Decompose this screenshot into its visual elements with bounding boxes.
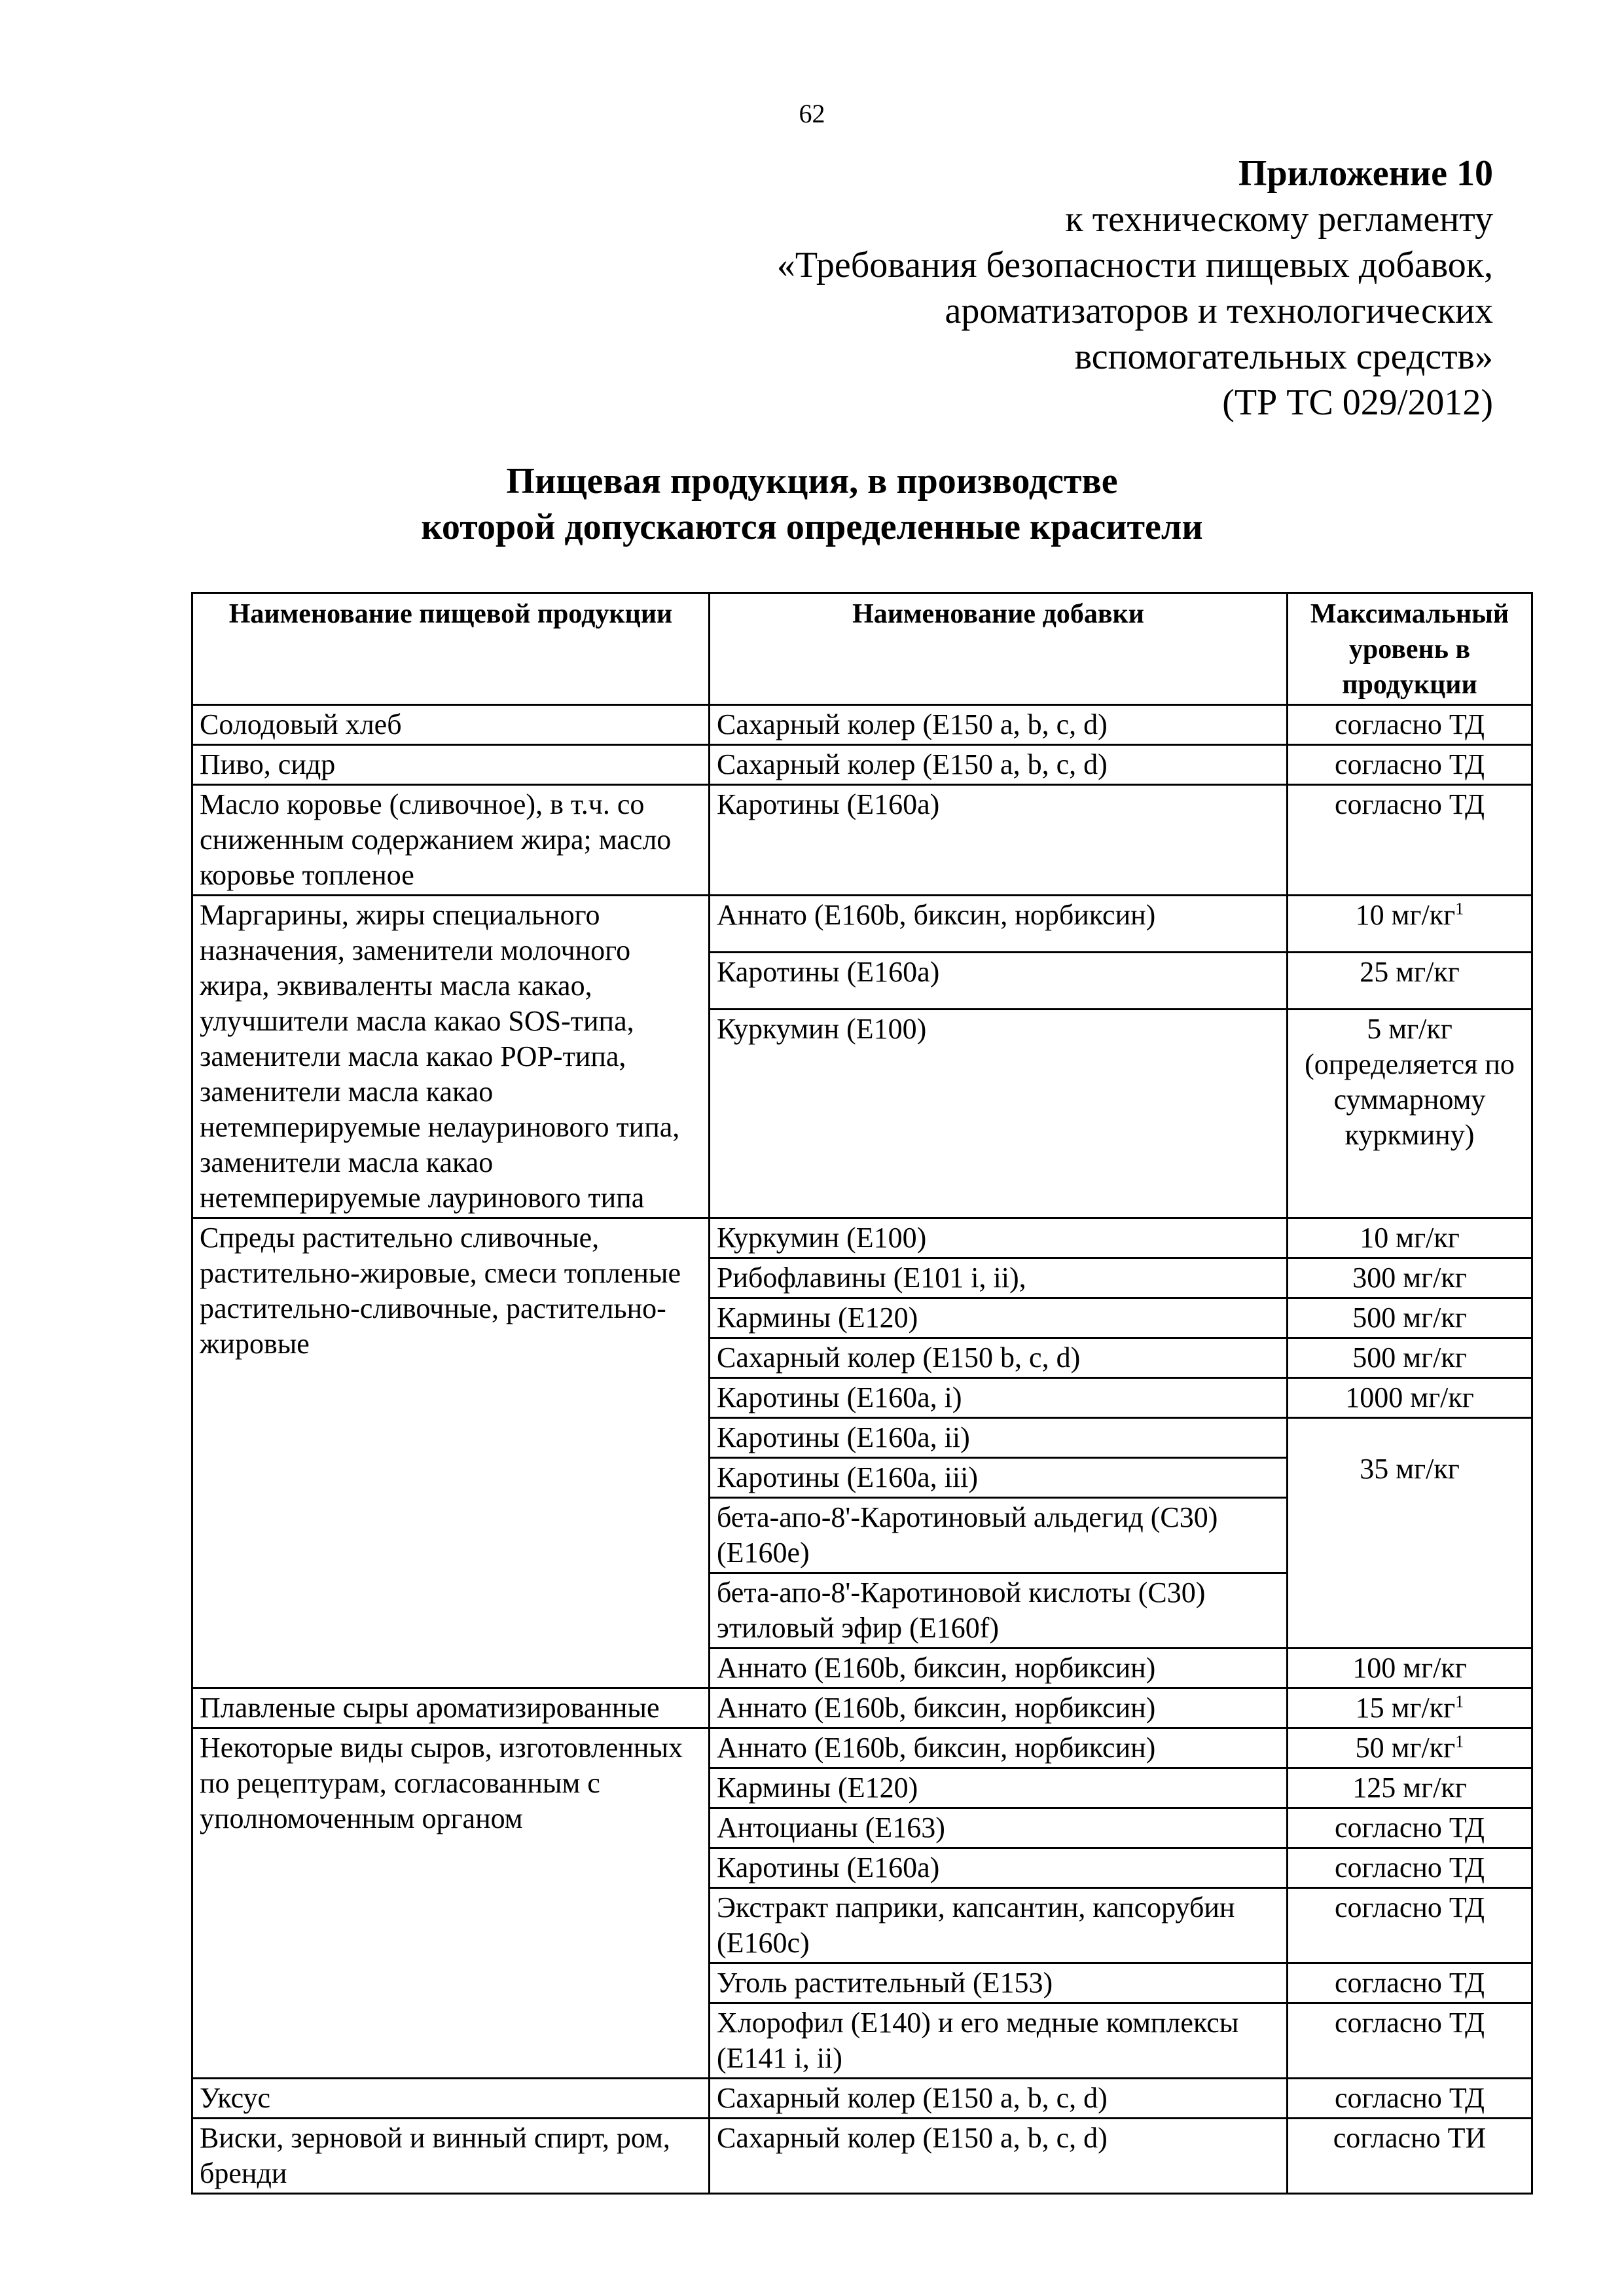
- max-level-cell: согласно ТД: [1288, 785, 1532, 896]
- additive-name-cell: Сахарный колер (Е150 a, b, c, d): [710, 2119, 1288, 2194]
- footnote-marker: 1: [1455, 898, 1464, 919]
- additive-name-cell: Кармины (Е120): [710, 1298, 1288, 1338]
- product-name-cell: Солодовый хлеб: [192, 705, 710, 745]
- additive-name-cell: Сахарный колер (Е150 a, b, c, d): [710, 745, 1288, 785]
- appendix-title: Приложение 10: [1238, 153, 1493, 194]
- table-row: [192, 1218, 1532, 1258]
- table-row: [192, 705, 1532, 745]
- dyes-table: [191, 592, 1533, 2195]
- product-name-cell: Спреды растительно сливочные, растительно-жировые, смеси топленые растительно-сливочные, растительно-жировые: [192, 1218, 710, 1688]
- table-row: [192, 1728, 1532, 1768]
- additive-name-cell: Куркумин (Е100): [710, 1218, 1288, 1258]
- max-level-cell: 125 мг/кг: [1288, 1768, 1532, 1808]
- table-row: [192, 1688, 1532, 1728]
- additive-name-cell: Каротины (Е160а, iii): [710, 1458, 1288, 1498]
- additive-name-cell: Каротины (Е160а, ii): [710, 1418, 1288, 1458]
- max-level-cell: согласно ТД: [1288, 2079, 1532, 2119]
- appendix-line: к техническому регламенту: [1065, 199, 1493, 240]
- max-level-cell: 25 мг/кг: [1288, 953, 1532, 1010]
- max-level-cell: 500 мг/кг: [1288, 1298, 1532, 1338]
- product-name-cell: Виски, зерновой и винный спирт, ром, бренди: [192, 2119, 710, 2194]
- max-level-cell: 50 $мг/кг^1$: [1288, 1728, 1532, 1768]
- table-header-row: [192, 593, 1532, 705]
- max-level-cell: 15 $мг/кг^1$: [1288, 1688, 1532, 1728]
- additive-name-cell: Кармины (Е120): [710, 1768, 1288, 1808]
- table-row: [192, 785, 1532, 896]
- product-name-cell: Плавленые сыры ароматизированные: [192, 1688, 710, 1728]
- additive-name-cell: Экстракт паприки, капсантин, капсорубин (Е160с): [710, 1888, 1288, 1963]
- table-row: [192, 2119, 1532, 2194]
- appendix-line: вспомогательных средств»: [1074, 337, 1493, 377]
- table-row: [192, 745, 1532, 785]
- table-body: [192, 705, 1532, 2194]
- additive-name-cell: Каротины (Е160а, i): [710, 1378, 1288, 1418]
- additive-name-cell: Сахарный колер (Е150 b, c, d): [710, 1338, 1288, 1378]
- max-level-cell: 10 мг/кг: [1288, 1218, 1532, 1258]
- table-row: [192, 896, 1532, 953]
- max-level-cell: 5 мг/кг (определяется по суммарному куркмину): [1288, 1010, 1532, 1218]
- appendix-line: (ТР ТС 029/2012): [1222, 382, 1493, 423]
- table-row: [192, 2079, 1532, 2119]
- max-level-cell: согласно ТД: [1288, 1848, 1532, 1888]
- additive-name-cell: Каротины (Е160а): [710, 953, 1288, 1010]
- product-name-cell: Пиво, сидр: [192, 745, 710, 785]
- document-title-line: которой допускаются определенные красители: [421, 507, 1203, 547]
- max-level-cell: 10 $мг/кг^1$: [1288, 896, 1532, 953]
- additive-name-cell: Аннато (Е160b, биксин, норбиксин): [710, 1728, 1288, 1768]
- document-title: [0, 458, 1624, 550]
- max-level-cell: согласно ТД: [1288, 705, 1532, 745]
- max-level-cell: 300 мг/кг: [1288, 1258, 1532, 1298]
- page-number: 62: [799, 99, 825, 128]
- header-product: Наименование пищевой продукции: [192, 593, 710, 705]
- additive-name-cell: Аннато (Е160b, биксин, норбиксин): [710, 896, 1288, 953]
- max-level-cell: согласно ТД: [1288, 1888, 1532, 1963]
- max-level-cell: согласно ТД: [1288, 745, 1532, 785]
- document-title-line: Пищевая продукция, в производстве: [506, 461, 1118, 501]
- additive-name-cell: Рибофлавины (Е101 i, ii),: [710, 1258, 1288, 1298]
- max-level-cell: согласно ТИ: [1288, 2119, 1532, 2194]
- max-level-cell: 100 мг/кг: [1288, 1649, 1532, 1688]
- appendix-line: ароматизаторов и технологических: [945, 291, 1493, 331]
- additive-name-cell: Аннато (Е160b, биксин, норбиксин): [710, 1688, 1288, 1728]
- additive-name-cell: бета-апо-8'-Каротиновый альдегид (С30) (Е160е): [710, 1498, 1288, 1573]
- appendix-line: «Требования безопасности пищевых добавок,: [776, 245, 1493, 285]
- additive-name-cell: Аннато (Е160b, биксин, норбиксин): [710, 1649, 1288, 1688]
- additive-name-cell: Каротины (Е160а): [710, 785, 1288, 896]
- max-level-cell: согласно ТД: [1288, 1808, 1532, 1848]
- additive-name-cell: Куркумин (Е100): [710, 1010, 1288, 1218]
- max-level-cell: 500 мг/кг: [1288, 1338, 1532, 1378]
- footnote-marker: 1: [1455, 1731, 1464, 1751]
- footnote-marker: 1: [1455, 1691, 1464, 1711]
- additive-name-cell: Сахарный колер (Е150 a, b, c, d): [710, 705, 1288, 745]
- additive-name-cell: Хлорофил (Е140) и его медные комплексы (Е141 i, ii): [710, 2003, 1288, 2079]
- appendix-header: [777, 151, 1493, 426]
- additive-name-cell: бета-апо-8'-Каротиновой кислоты (С30) этиловый эфир (Е160f): [710, 1573, 1288, 1649]
- max-level-cell: 1000 мг/кг: [1288, 1378, 1532, 1418]
- additive-name-cell: Сахарный колер (Е150 a, b, c, d): [710, 2079, 1288, 2119]
- max-level-cell: 35 мг/кг: [1288, 1418, 1532, 1649]
- max-level-cell: согласно ТД: [1288, 1963, 1532, 2003]
- additive-name-cell: Каротины (Е160а): [710, 1848, 1288, 1888]
- header-level: Максимальный уровень в продукции: [1288, 593, 1532, 705]
- additive-name-cell: Уголь растительный (Е153): [710, 1963, 1288, 2003]
- header-additive: Наименование добавки: [710, 593, 1288, 705]
- product-name-cell: Некоторые виды сыров, изготовленных по рецептурам, согласованным с уполномоченным органом: [192, 1728, 710, 2079]
- product-name-cell: Уксус: [192, 2079, 710, 2119]
- product-name-cell: Масло коровье (сливочное), в т.ч. со сниженным содержанием жира; масло коровье топленое: [192, 785, 710, 896]
- product-name-cell: Маргарины, жиры специального назначения, заменители молочного жира, эквиваленты масла какао, улучшители масла какао SOS-типа, заменители масла какао POP-типа, заменители масла какао нетемперируемые нелауринового типа, заменители масла какао нетемперируемые лауринового типа: [192, 896, 710, 1218]
- max-level-cell: согласно ТД: [1288, 2003, 1532, 2079]
- additive-name-cell: Антоцианы (Е163): [710, 1808, 1288, 1848]
